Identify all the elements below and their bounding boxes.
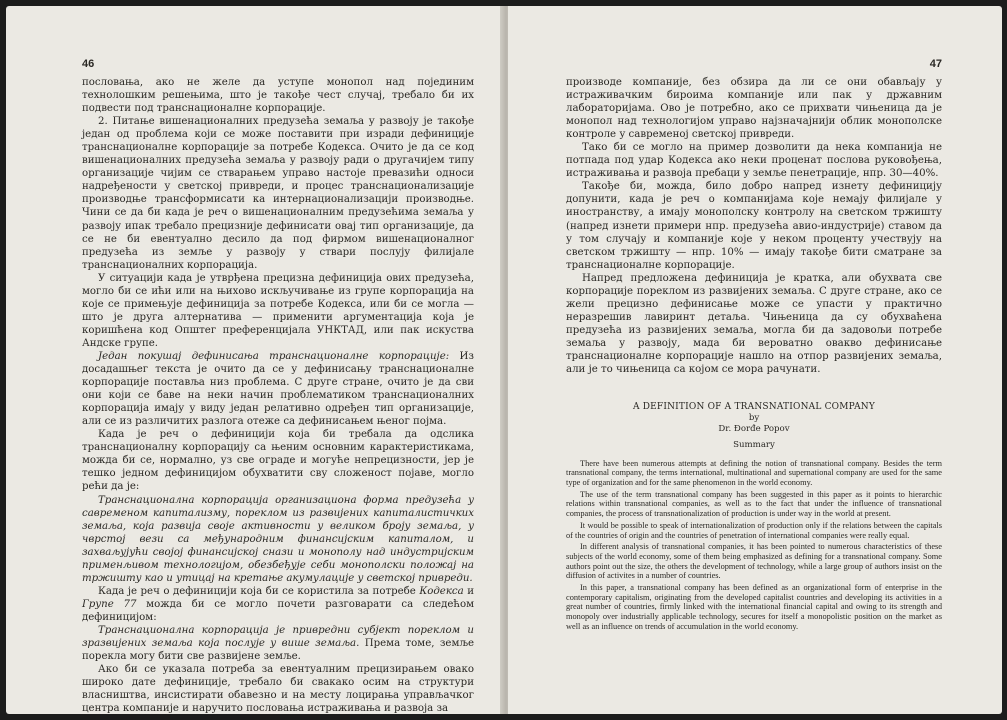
page-number-right: 47: [929, 58, 942, 70]
paragraph: [82, 585, 474, 624]
paragraph: пословања, ако не желе да уступе монопол над појединим технолошким решењима, што је такође чест случај, требало би их подвести под транснационалне корпорације.: [82, 77, 474, 115]
right-page: [508, 6, 1002, 714]
definition-italic: Транснационална корпорација организациона форма предузећа у савременом капитализму, пореклом из развијених капиталистичких земаља, која развија своје активности у великом броју земаља, у чврстој вези са међународним финансијским капиталом, и захваљујући својој финансијској снази и монополу над индустријским применљивом технологијом, обезбеђује себи монополски положај на тржишту као и утицај на кретање акумулације у светској привреди.: [82, 494, 474, 584]
paragraph: производе компаније, без обзира да ли се они обављају у истраживачким бироима компаније или пак у државним лабораторијама. Ово је потребно, ако се прихвати чињеница да је монопол над технологијом управо најзначајнији облик монополске контроле у савременој светској привреди.: [566, 77, 942, 141]
italic-lead: Један покушај дефинисања транснационалне корпорације:: [98, 350, 450, 362]
paragraph: У ситуацији када је утврђена прецизна дефиниција ових предузећа, могло би се ићи или на њихово искључивање из групе корпорација на које се примењује дефиниција за потребе Кодекса, или би се могла — што је друга алтернатива — применити аргументација која је коришћена код Општег преференцијала УНКТАД, или пак искуства Андске групе.: [82, 272, 474, 349]
left-text-block: [82, 76, 474, 714]
page-number-left: 46: [82, 58, 95, 70]
left-page: [6, 6, 504, 714]
paragraph: Такође би, можда, било добро напред изнету дефиницију допунити, када је реч о компанијама које немају филијале у иностранству, а имају монополску контролу на светском тржишту (напред изнети примери нпр. предузећа авио-индустрије) ставом да у том случају и компаније које у неком проценту учествују на светском тржишту — нпр. 10% — имају такође бити сматране за транснационалне корпорације.: [566, 181, 942, 271]
paragraph: Када је реч о дефиницији која би требала да одслика транснационалну корпорацију са њеним основним карактеристикама, можда би се, нормално, уз све ограде и могуће непрецизности, јер је тешко једном дефиницијом обухватити сву сложеност појаве, могло рећи да је:: [82, 429, 474, 493]
english-summary: [566, 402, 942, 631]
right-text-block: [566, 76, 942, 376]
summary-title: A DEFINITION OF A TRANSNATIONAL COMPANY: [632, 402, 876, 413]
paragraph: Ако би се указала потреба за евентуалним прецизирањем овако широко дате дефиниције, требало би свакако осим на структури власништва, инсистирати обавезно и на месту лоцирања управљачког центра компаније и наручито пословања истраживања и развоја за: [82, 664, 474, 714]
summary-label: Summary: [733, 440, 775, 451]
summary-paragraph: In different analysis of transnational companies, it has been pointed to numerous characteristics of these subjects of the world economy, some of them being emphasized as defining for a transnational company. Some authors point out the size, the others the development of technology, while a large group of authors insist on the diffusion of activites in a number of countries.: [566, 542, 942, 581]
summary-author: Dr. Đorđe Popov: [718, 423, 790, 434]
summary-by: by: [748, 413, 760, 424]
summary-paragraph: It would be possible to speak of internationalization of production only if the relations between the capitals of the countries of origin and the countries of penetration of international companies were really equal.: [566, 520, 942, 540]
italic-lead: Транснационална корпорација је привредни субјект пореклом и зразвијених земаља која послује у више земаља.: [82, 624, 474, 650]
text-run: и: [463, 585, 475, 597]
paragraph: 2. Питање вишенационалних предузећа земаља у развоју је такође један од проблема који се може поставити при изради дефиниције транснационалне корпорације за потребе Кодекса. Очито је да се код вишенационалних предузећа земаља у развоју ради о другачијем типу организације чијим се стварањем управо настоје превазићи односи надређености у светској привреди, и процес транснационализације производње трансформисати ка интернационализацији производње. Чини се да би када је реч о вишенационалним предузећима земаља у развоју ипак требало прецизније дефинисати овај тип организације, да се не би евентуално десило да под фирмом вишенационалног предузећа из земље у развоју у ствари послују филијале транснационалних корпорација.: [82, 116, 474, 271]
summary-paragraph: In this paper, a transnational company has been defined as an organizational form of enterprise in the contemporary capitalism, originating from the developed capitalist countries and developing its activities in a great number of countries, firmly linked with the international financial capital and owing to its strength and monopoly over industrially applicable technology, secures for itself a monopolistic position on the market as well as an influence on trends of accumulation in the world economy.: [566, 583, 942, 631]
paragraph: Тако би се могло на пример дозволити да нека компанија не потпада под удар Кодекса ако неки проценат послова руковођења, истраживања и развоја пребаци у земље пенетрације, нпр. 30—40%.: [566, 142, 942, 180]
text-run: можда би се могло почети разговарати са следећом дефиницијом:: [82, 598, 474, 623]
paragraph: Напред предложена дефиниција је кратка, али обухвата све корпорације пореклом из развијених земаља. С друге стране, ако се жели прецизно дефинисање може се упасти у практично неразрешив лавиринт детаља. Чињеница да су обухваћена предузећа из развијених земаља, могла би да задовољи потребе земаља у развоју, мада би вероватно овакво дефинисање транснационалне корпорације нашло на отпор развијених земаља, али је то чињеница са којом се мора рачунати.: [566, 272, 942, 376]
summary-paragraph: There have been numerous attempts at defining the notion of transnational company. Besides the term transnational company, the terms international, multinational and supernational company are used for the same type of organization and for the same phenomenon in the world economy.: [566, 458, 942, 487]
paragraph: [82, 624, 474, 663]
italic-run: Кодекса: [419, 585, 464, 597]
paragraph-body: Из досадашњег текста је очито да се у дефинисању транснационалне корпорације поставља низ проблема. С друге стране, очито је да сви они који се баве на неки начин проблематиком транснационалних корпорација имају у виду један релативно одређен тип организације, али се из различитих разлога отеже са дефинисањем њеног појма.: [82, 350, 474, 428]
italic-run: Групе 77: [82, 598, 137, 610]
summary-paragraph: The use of the term transnational company has been suggested in this paper as it points to hierarchic relations within transnational companies, as well as to the fact that under the influence of transnational companies, the process of transnationalization of production is under way in the world at present.: [566, 489, 942, 519]
paragraph: [82, 350, 474, 428]
text-run: Када је реч о дефиницији која би се користила за потребе: [98, 585, 420, 597]
paragraph-body: Према томе, земље порекла могу бити све развијене земље.: [82, 638, 474, 663]
